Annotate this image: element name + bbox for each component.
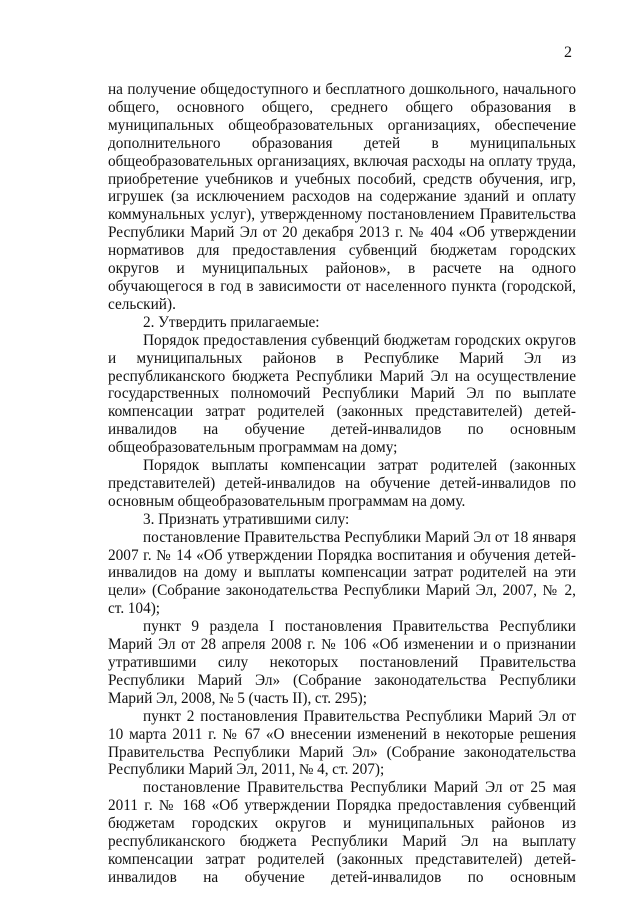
paragraph-repealed-resolution-2011-may: постановление Правительства Республики Марий Эл от 25 мая 2011 г. № 168 «Об утверждении Порядка предоставления субвенций бюджетам городских округов и муниципальных районов из республиканского бюджета Республики Марий Эл на выплату компенсации затрат родителей (законных представителей) детей-инвалидов на обучение детей-инвалидов по основным	[108, 779, 576, 886]
paragraph-repealed-resolution-2007: постановление Правительства Республики Марий Эл от 18 января 2007 г. № 14 «Об утверждении Порядка воспитания и обучения детей-инвалидов на дому и выплаты компенсации затрат родителей на эти цели» (Собрание законодательства Республики Марий Эл, 2007, № 2, ст. 104);	[108, 528, 576, 618]
paragraph-compensation-procedure: Порядок выплаты компенсации затрат родителей (законных представителей) детей-инвалидов на обучение детей-инвалидов по основным общеобразовательным программам на дому.	[108, 457, 576, 510]
paragraph-continuation: на получение общедоступного и бесплатного дошкольного, начального общего, основного общего, среднего общего образования в муниципальных общеобразовательных организациях, обеспечение дополнительного образования детей в муниципальных общеобразовательных организациях, включая расходы на оплату труда, приобретение учебников и учебных пособий, средств обучения, игр, игрушек (за исключением расходов на содержание зданий и оплату коммунальных услуг), утвержденному постановлением Правительства Республики Марий Эл от 20 декабря 2013 г. № 404 «Об утверждении нормативов для предоставления субвенций бюджетам городских округов и муниципальных районов», в расчете на одного обучающегося в год в зависимости от населенного пункта (городской, сельский).	[108, 81, 576, 313]
paragraph-item-2-heading: 2. Утвердить прилагаемые:	[143, 313, 320, 331]
paragraph-repealed-item-2008: пункт 9 раздела I постановления Правительства Республики Марий Эл от 28 апреля 2008 г. № 106 «Об изменении и о признании утратившими силу некоторых постановлений Правительства Республики Марий Эл» (Собрание законодательства Республики Марий Эл, 2008, № 5 (часть II), ст. 295);	[108, 618, 576, 707]
paragraph-subvention-procedure: Порядок предоставления субвенций бюджетам городских округов и муниципальных районов в Республике Марий Эл из республиканского бюджета Республики Марий Эл на осуществление государственных полномочий Республики Марий Эл по выплате компенсации затрат родителей (законных представителей) детей-инвалидов на обучение детей-инвалидов по основным общеобразовательным программам на дому;	[108, 331, 576, 457]
paragraph-repealed-item-2011-march: пункт 2 постановления Правительства Республики Марий Эл от 10 марта 2011 г. № 67 «О внесении изменений в некоторые решения Правительства Республики Марий Эл» (Собрание законодательства Республики Марий Эл, 2011, № 4, ст. 207);	[108, 707, 576, 779]
page-number: 2	[564, 44, 572, 61]
paragraph-item-3-heading: 3. Признать утратившими силу:	[143, 510, 350, 528]
document-body	[108, 81, 576, 887]
